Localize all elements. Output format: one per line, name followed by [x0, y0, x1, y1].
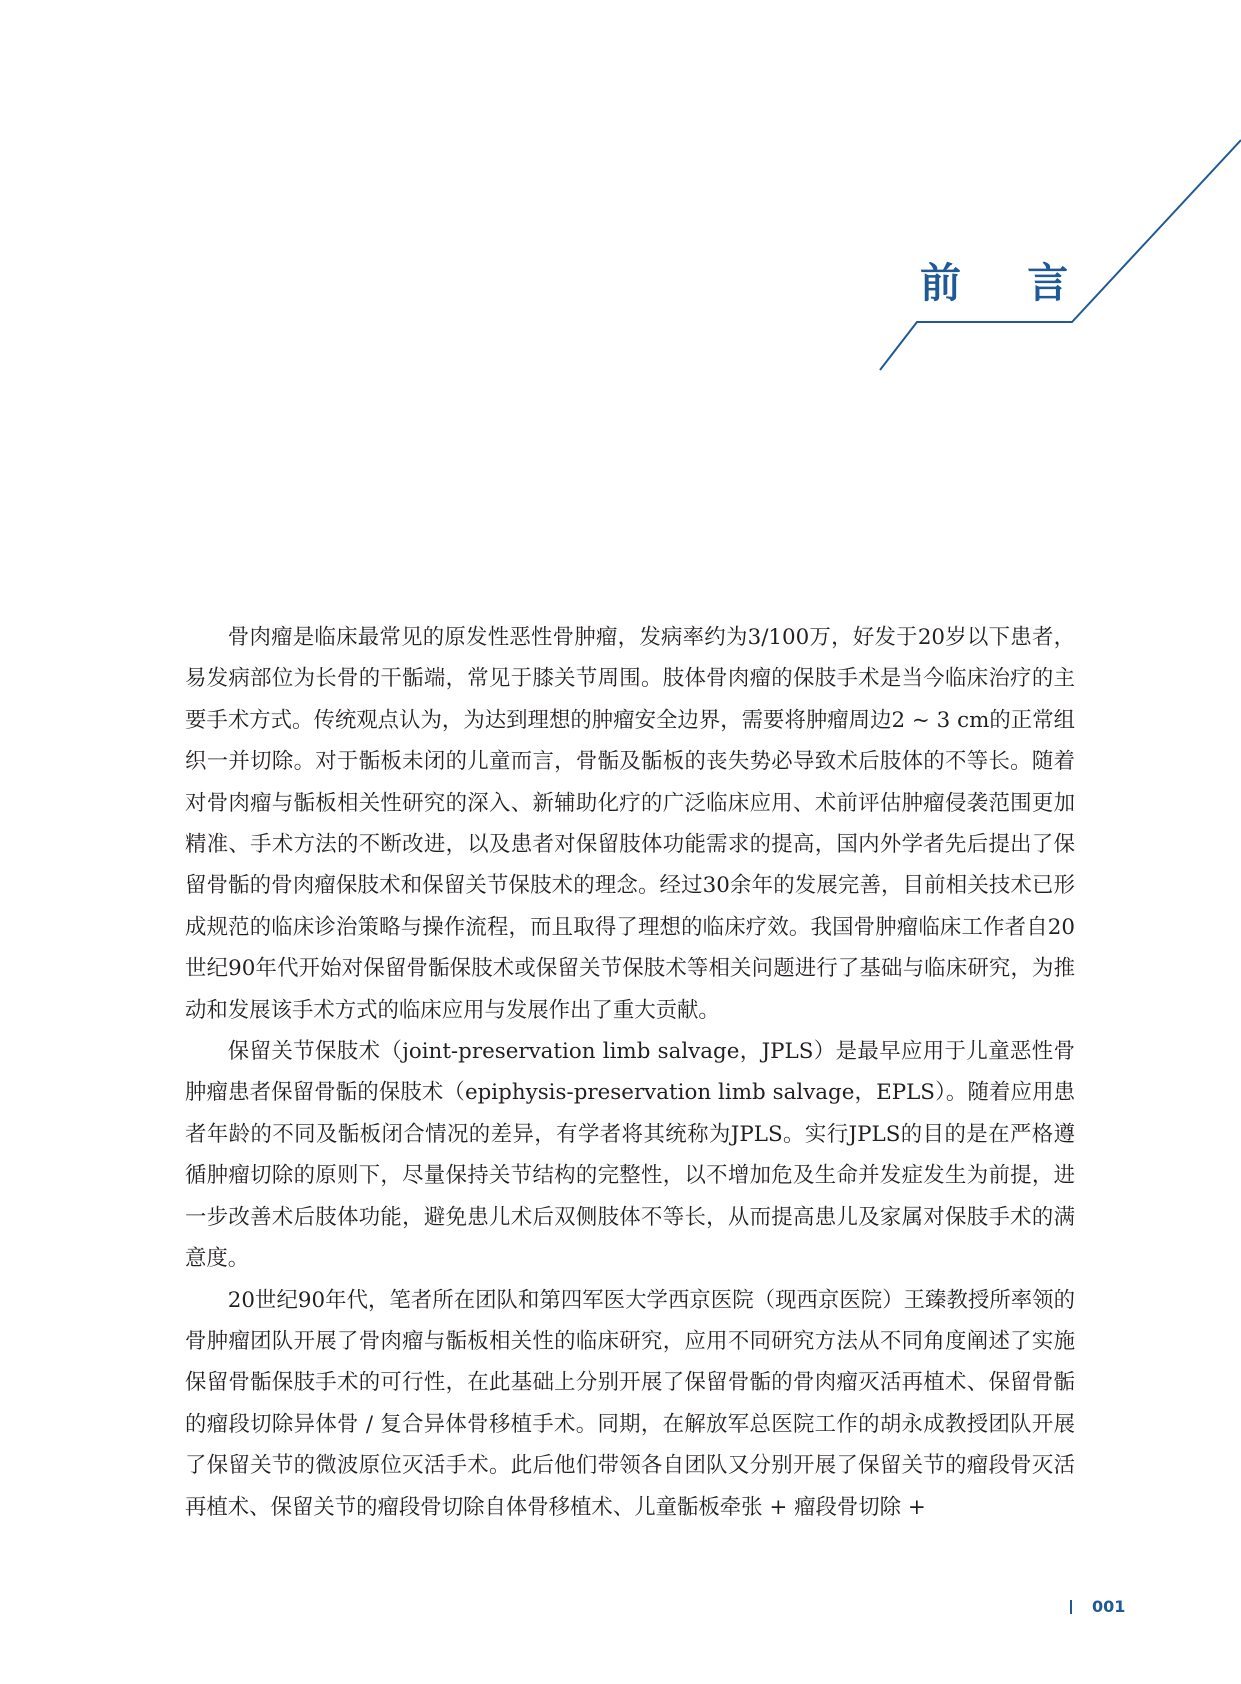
paragraph-2: 保留关节保肢术（joint-preservation limb salvage，JPLS）是最早应用于儿童恶性骨肿瘤患者保留骨骺的保肢术（epiphysis-preservation limb salvage，EPLS）。随着应用患者年龄的不同及骺板闭合情况的差异，有学者将其统称为JPLS。实行JPLS的目的是在严格遵循肿瘤切除的原则下，尽量保持关节结构的完整性，以不增加危及生命并发症发生为前提，进一步改善术后肢体功能，避免患儿术后双侧肢体不等长，从而提高患儿及家属对保肢手术的满意度。 [185, 1039, 1075, 1272]
body-text [185, 617, 1075, 1528]
page-number: 001 [1092, 1597, 1126, 1616]
paragraph-1: 骨肉瘤是临床最常见的原发性恶性骨肿瘤，发病率约为3/100万，好发于20岁以下患者，易发病部位为长骨的干骺端，常见于膝关节周围。肢体骨肉瘤的保肢手术是当今临床治疗的主要手术方式。传统观点认为，为达到理想的肿瘤安全边界，需要将肿瘤周边2 ~ 3 cm的正常组织一并切除。对于骺板未闭的儿童而言，骨骺及骺板的丧失势必导致术后肢体的不等长。随着对骨肉瘤与骺板相关性研究的深入、新辅助化疗的广泛临床应用、术前评估肿瘤侵袭范围更加精准、手术方法的不断改进，以及患者对保留肢体功能需求的提高，国内外学者先后提出了保留骨骺的骨肉瘤保肢术和保留关节保肢术的理念。经过30余年的发展完善，目前相关技术已形成规范的临床诊治策略与操作流程，而且取得了理想的临床疗效。我国骨肿瘤临床工作者自20世纪90年代开始对保留骨骺保肢术或保留关节保肢术等相关问题进行了基础与临床研究，为推动和发展该手术方式的临床应用与发展作出了重大贡献。 [185, 625, 1075, 1023]
paragraph-3: 20世纪90年代，笔者所在团队和第四军医大学西京医院（现西京医院）王臻教授所率领的骨肿瘤团队开展了骨肉瘤与骺板相关性的临床研究，应用不同研究方法从不同角度阐述了实施保留骨骺保肢手术的可行性，在此基础上分别开展了保留骨骺的骨肉瘤灭活再植术、保留骨骺的瘤段切除异体骨 / 复合异体骨移植手术。同期，在解放军总医院工作的胡永成教授团队开展了保留关节的微波原位灭活手术。此后他们带领各自团队又分别开展了保留关节的瘤段骨灭活再植术、保留关节的瘤段骨切除自体骨移植术、儿童骺板牵张 + 瘤段骨切除 + [185, 1287, 1075, 1520]
page-title: 前 言 [920, 259, 1095, 307]
page-number-divider [1070, 1600, 1072, 1614]
